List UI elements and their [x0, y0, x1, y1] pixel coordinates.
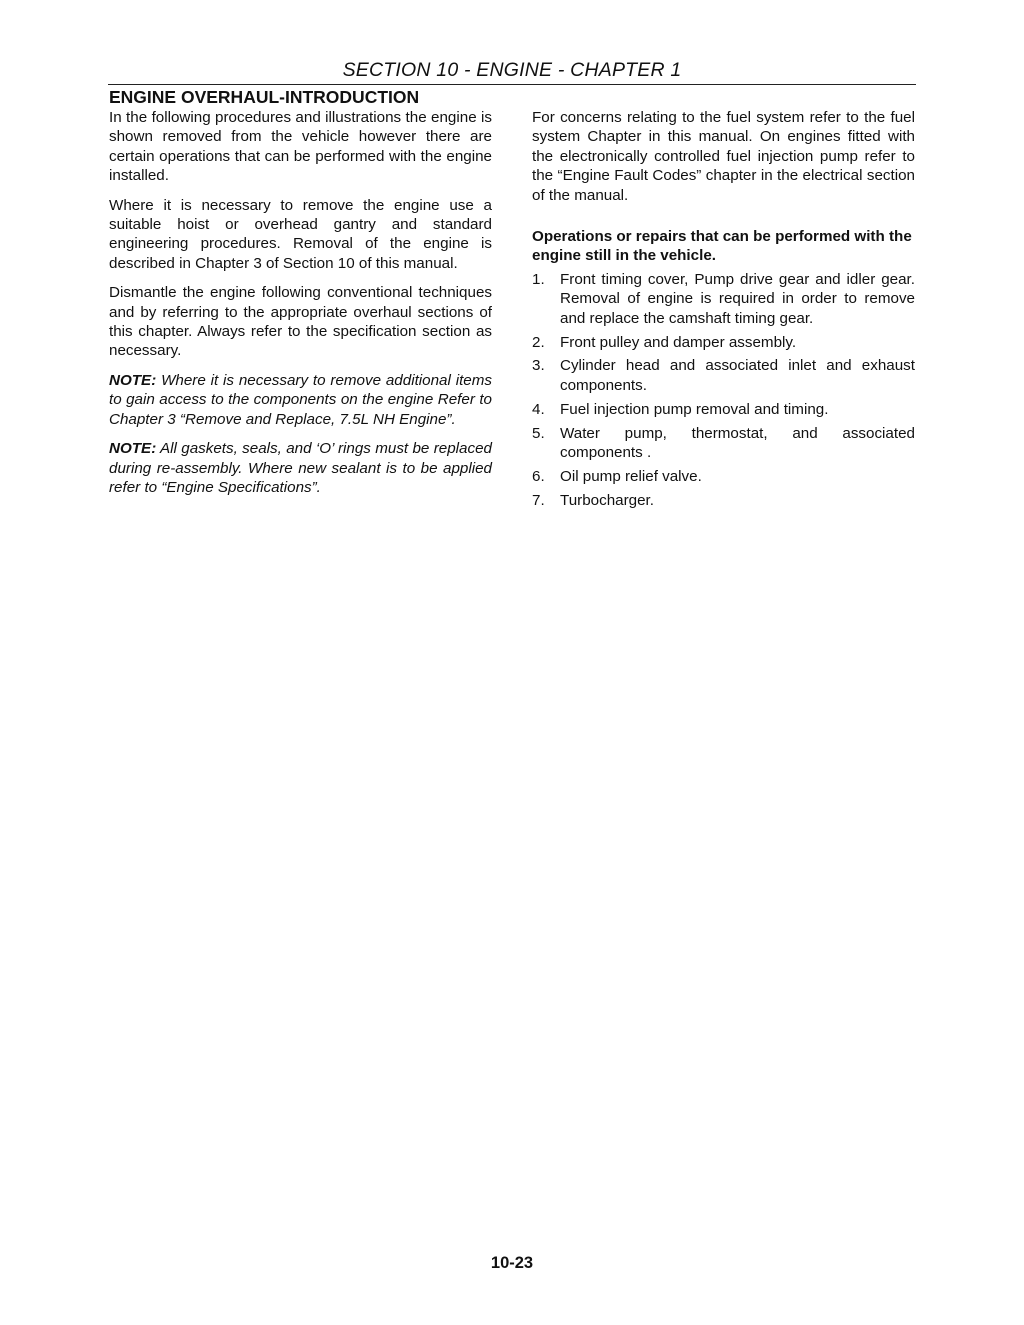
list-number: 4.: [532, 400, 545, 418]
list-item: [532, 400, 915, 419]
paragraph-intro: In the following procedures and illustrations the engine is shown removed from the vehicle however there are certain operations that can be performed with the engine installed.: [109, 109, 492, 185]
operations-list: [532, 270, 915, 510]
list-number: 1.: [532, 270, 545, 288]
list-number: 5.: [532, 424, 545, 442]
list-text: Fuel injection pump removal and timing.: [560, 400, 829, 418]
list-item: [532, 467, 915, 486]
page-number: 10-23: [490, 1254, 534, 1272]
list-text: Front timing cover, Pump drive gear and idler gear. Removal of engine is required in order to remove and replace the camshaft timing gear.: [560, 270, 915, 327]
note-label: NOTE:: [109, 440, 157, 458]
header-divider: [108, 84, 916, 85]
list-item: [532, 424, 915, 463]
section-title: ENGINE OVERHAUL-INTRODUCTION: [109, 87, 420, 107]
list-text: Water pump, thermostat, and associated components .: [560, 424, 915, 462]
list-number: 7.: [532, 491, 545, 509]
list-text: Front pulley and damper assembly.: [560, 333, 797, 351]
paragraph-dismantle: Dismantle the engine following conventional techniques and by referring to the appropriate overhaul sections of this chapter. Always refer to the specification section as necessary.: [109, 284, 492, 360]
list-item: [532, 333, 915, 352]
list-item: [532, 270, 915, 328]
list-text: Oil pump relief valve.: [560, 468, 702, 485]
note-additional-items: [109, 371, 492, 429]
list-text: Cylinder head and associated inlet and exhaust components.: [560, 357, 915, 394]
paragraph-removal: Where it is necessary to remove the engine use a suitable hoist or overhead gantry and standard engineering procedures. Removal of the engine is described in Chapter 3 of Section 10 of this manual.: [109, 196, 492, 272]
list-item: [532, 491, 915, 510]
list-number: 3.: [532, 357, 545, 375]
list-number: 2.: [532, 333, 545, 351]
left-column: [109, 86, 492, 507]
note-label: NOTE:: [109, 371, 157, 389]
list-item: [532, 356, 915, 395]
note-text: Where it is necessary to remove additional items to gain access to the components on the engine Refer to Chapter 3 “Remove and Replace, 7.5L NH Engine”.: [109, 371, 492, 428]
operations-heading: Operations or repairs that can be performed with the engine still in the vehicle.: [532, 228, 912, 265]
paragraph-fuel-system: For concerns relating to the fuel system refer to the fuel system Chapter in this manual. On engines fitted with the electronically controlled fuel injection pump refer to the “Engine Fault Codes” chapter in the electrical section of the manual.: [532, 109, 915, 204]
list-text: Turbocharger.: [560, 491, 654, 509]
note-text: All gaskets, seals, and ‘O’ rings must be replaced during re-assembly. Where new sealant is to be applied refer to “Engine Specifications”.: [109, 440, 492, 496]
running-header: SECTION 10 - ENGINE - CHAPTER 1: [342, 59, 682, 81]
note-gaskets-seals: [109, 439, 492, 497]
right-column: [532, 108, 915, 515]
list-number: 6.: [532, 468, 545, 485]
